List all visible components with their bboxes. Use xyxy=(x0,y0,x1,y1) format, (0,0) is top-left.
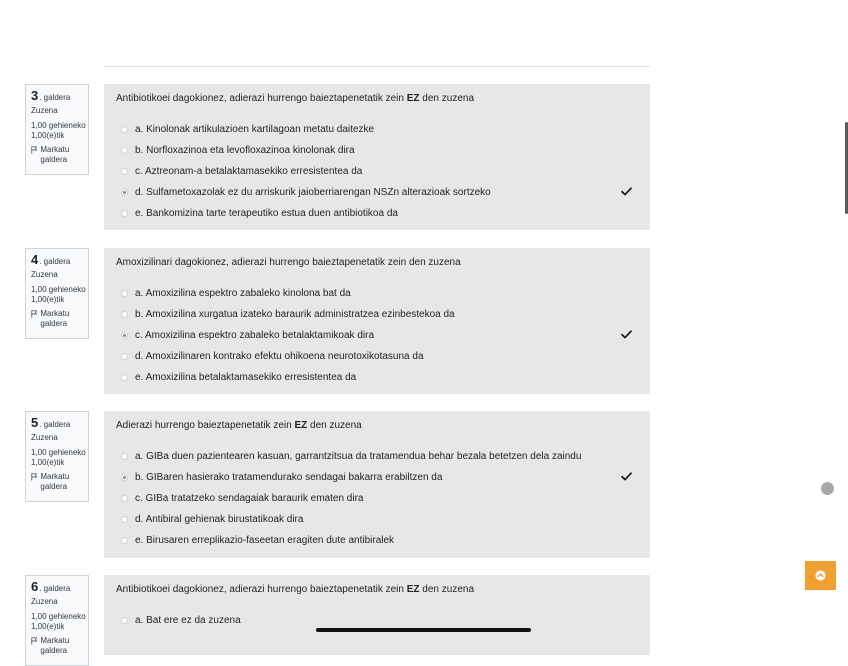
question-state: Zuzena xyxy=(31,433,58,442)
question-text-part: den zuzena xyxy=(307,420,362,431)
question-word: . galdera xyxy=(39,257,71,266)
flag-question-label: Markatu galdera xyxy=(40,472,70,491)
question-card xyxy=(104,248,650,394)
answer-label: d. Antibiral gehienak birustatikoak dira xyxy=(135,514,304,525)
question-grade xyxy=(31,612,88,632)
answer-option[interactable] xyxy=(116,530,650,551)
answer-option[interactable] xyxy=(116,283,650,304)
question-text-part: Adierazi hurrengo baieztapenetatik zein xyxy=(116,420,295,431)
answer-radio[interactable] xyxy=(121,332,128,339)
flag-question-label: Markatu galdera xyxy=(40,309,70,328)
flag-icon xyxy=(31,473,37,481)
divider xyxy=(104,66,650,67)
question-grade xyxy=(31,121,88,141)
question-text-part: den zuzena xyxy=(419,93,475,104)
question-info xyxy=(25,248,89,339)
flag-question-link[interactable] xyxy=(31,309,88,329)
question-number xyxy=(31,88,88,104)
question-text-part: den zuzena xyxy=(419,584,475,595)
answer-radio[interactable] xyxy=(121,374,128,381)
answer-list xyxy=(116,119,650,224)
answer-option[interactable] xyxy=(116,446,650,467)
answer-radio[interactable] xyxy=(121,311,128,318)
answer-label: a. GIBa duen pazientearen kasuan, garrantzitsua da tratamendua behar bezala betetzen dela zaindu xyxy=(135,451,582,462)
question-text xyxy=(116,93,650,107)
answer-radio[interactable] xyxy=(121,290,128,297)
answer-option[interactable] xyxy=(116,203,650,224)
grade-line: 1,00(e)tik xyxy=(31,295,65,304)
check-icon xyxy=(621,330,632,339)
answer-radio[interactable] xyxy=(121,495,128,502)
answer-option[interactable] xyxy=(116,119,650,140)
check-icon xyxy=(621,472,632,481)
question-word: . galdera xyxy=(39,93,71,102)
question-number xyxy=(31,252,88,268)
flag-question-link[interactable] xyxy=(31,636,88,656)
question-text-emphasis: EZ xyxy=(406,584,420,595)
question-number-value: 6 xyxy=(31,579,39,594)
answer-label: d. Amoxizilinaren kontrako efektu ohikoena neurotoxikotasuna da xyxy=(135,351,424,362)
grade-line: 1,00(e)tik xyxy=(31,622,65,631)
answer-radio[interactable] xyxy=(121,210,128,217)
answer-label: e. Birusaren erreplikazio-faseetan eragiten dute antibiralek xyxy=(135,535,395,546)
flag-icon xyxy=(31,146,37,154)
answer-radio[interactable] xyxy=(121,516,128,523)
answer-radio[interactable] xyxy=(121,617,128,624)
answer-label: a. Bat ere ez da zuzena xyxy=(135,615,241,626)
question-text xyxy=(116,257,650,271)
question-info xyxy=(25,84,89,175)
answer-label: e. Bankomizina tarte terapeutiko estua duen antibiotikoa da xyxy=(135,208,398,219)
grade-line: 1,00(e)tik xyxy=(31,131,65,140)
question-text xyxy=(116,584,650,598)
question-text-part: Antibiotikoei dagokionez, adierazi hurrengo baieztapenetatik zein xyxy=(116,93,407,104)
arrow-up-circle-icon xyxy=(815,570,826,581)
question-number xyxy=(31,579,88,595)
question-state: Zuzena xyxy=(31,597,58,606)
question-grade xyxy=(31,285,88,305)
answer-option[interactable] xyxy=(116,182,650,203)
answer-option[interactable] xyxy=(116,346,650,367)
question-number-value: 4 xyxy=(31,252,39,267)
flag-question-link[interactable] xyxy=(31,472,88,492)
answer-option[interactable] xyxy=(116,161,650,182)
answer-radio[interactable] xyxy=(121,453,128,460)
answer-option[interactable] xyxy=(116,367,650,388)
question-number-value: 3 xyxy=(31,88,39,103)
question-number-value: 5 xyxy=(31,415,39,430)
answer-radio[interactable] xyxy=(121,474,128,481)
question-number xyxy=(31,415,88,431)
answer-label: b. GIBaren hasierako tratamendurako sendagai bakarra erabiltzen da xyxy=(135,472,443,483)
answer-radio[interactable] xyxy=(121,168,128,175)
question-word: . galdera xyxy=(39,420,71,429)
question-text-part: Amoxizilinari dagokionez, adierazi hurrengo baieztapenetatik zein den zuzena xyxy=(116,257,461,268)
question-card xyxy=(104,411,650,558)
answer-label: b. Amoxizilina xurgatua izateko baraurik administratzea ezinbestekoa da xyxy=(135,309,455,320)
question-state: Zuzena xyxy=(31,270,58,279)
answer-label: d. Sulfametoxazolak ez du arriskurik jaioberriarengan NSZn alterazioak sortzeko xyxy=(135,187,491,198)
flag-question-link[interactable] xyxy=(31,145,88,165)
answer-label: b. Norfloxazinoa eta levofloxazinoa kinolonak dira xyxy=(135,145,355,156)
question-text-part: Antibiotikoei dagokionez, adierazi hurrengo baieztapenetatik zein xyxy=(116,584,407,595)
question-grade xyxy=(31,448,88,468)
grade-line: 1,00(e)tik xyxy=(31,458,65,467)
question-card xyxy=(104,84,650,230)
question-info xyxy=(25,575,89,666)
grade-line: 1,00 gehieneko xyxy=(31,285,86,294)
answer-option[interactable] xyxy=(116,304,650,325)
grade-line: 1,00 gehieneko xyxy=(31,121,86,130)
question-word: . galdera xyxy=(39,584,71,593)
answer-radio[interactable] xyxy=(121,126,128,133)
answer-radio[interactable] xyxy=(121,353,128,360)
grade-line: 1,00 gehieneko xyxy=(31,448,86,457)
question-state: Zuzena xyxy=(31,106,58,115)
grade-line: 1,00 gehieneko xyxy=(31,612,86,621)
answer-label: a. Kinolonak artikulazioen kartilagoan metatu daitezke xyxy=(135,124,375,135)
flag-icon xyxy=(31,637,37,645)
answer-option[interactable] xyxy=(116,325,650,346)
answer-radio[interactable] xyxy=(121,537,128,544)
flag-icon xyxy=(31,310,37,318)
answer-label: a. Amoxizilina espektro zabaleko kinolona bat da xyxy=(135,288,351,299)
answer-radio[interactable] xyxy=(121,147,128,154)
flag-question-label: Markatu galdera xyxy=(40,145,70,164)
floating-dot[interactable] xyxy=(821,482,834,495)
question-card xyxy=(104,575,650,655)
answer-label: e. Amoxizilina betalaktamasekiko erresistentea da xyxy=(135,372,357,383)
home-indicator xyxy=(316,628,531,632)
answer-option[interactable] xyxy=(116,140,650,161)
question-text xyxy=(116,420,650,434)
answer-label: c. Amoxizilina espektro zabaleko betalaktamikoak dira xyxy=(135,330,375,341)
answer-label: c. GIBa tratatzeko sendagaiak baraurik ematen dira xyxy=(135,493,364,504)
back-to-top-button[interactable] xyxy=(805,561,836,590)
question-text-emphasis: EZ xyxy=(406,93,420,104)
answer-list xyxy=(116,446,650,551)
question-text-emphasis: EZ xyxy=(294,420,308,431)
question-info xyxy=(25,411,89,502)
check-icon xyxy=(621,187,632,196)
answer-label: c. Aztreonam-a betalaktamasekiko erresistentea da xyxy=(135,166,363,177)
answer-option[interactable] xyxy=(116,488,650,509)
flag-question-label: Markatu galdera xyxy=(40,636,70,655)
answer-option[interactable] xyxy=(116,467,650,488)
answer-list xyxy=(116,283,650,388)
answer-option[interactable] xyxy=(116,509,650,530)
answer-radio[interactable] xyxy=(121,189,128,196)
